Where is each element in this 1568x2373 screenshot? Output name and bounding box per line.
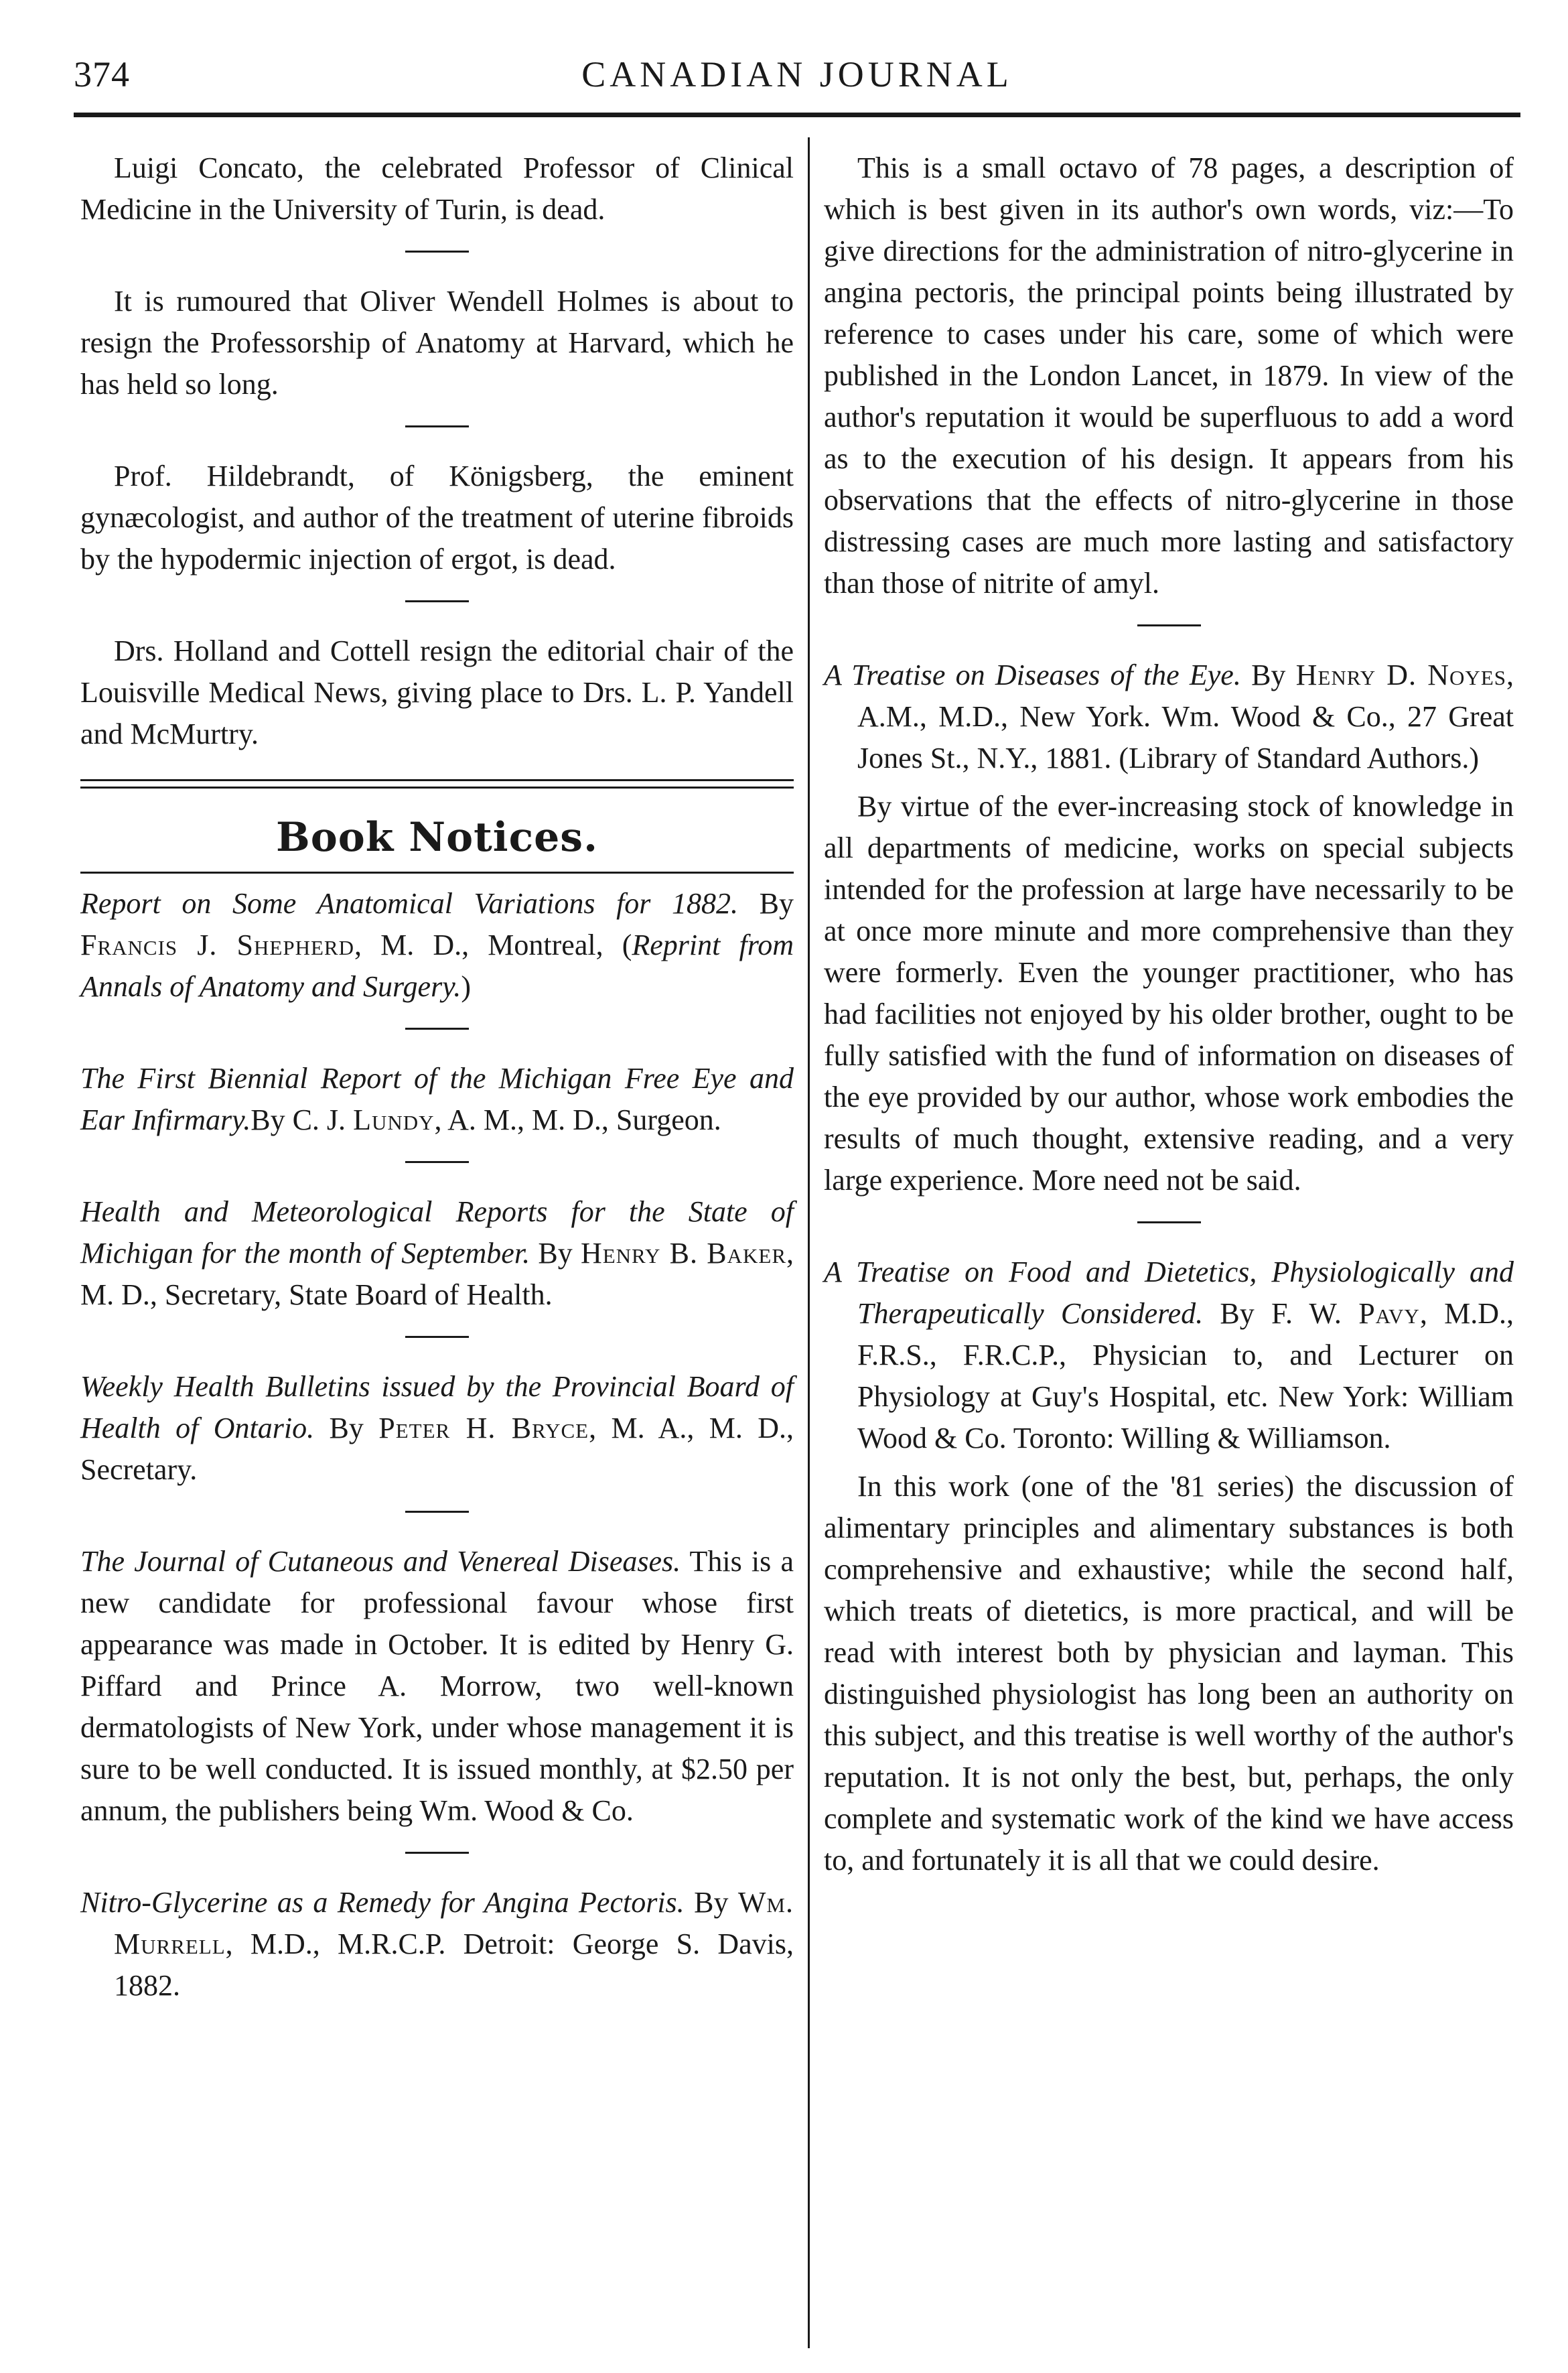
notice-title: Nitro-Glycerine as a Remedy for Angina Pectoris.: [80, 1886, 685, 1919]
news-item: It is rumoured that Oliver Wendell Holmes is about to resign the Professorship of Anatomy at Harvard, which he has held so long.: [80, 285, 794, 401]
book-notice: [80, 1882, 794, 2007]
notice-author: Peter H. Bryce: [378, 1412, 589, 1444]
author-prefix: By C. J.: [251, 1103, 354, 1136]
separator-rule: [405, 1336, 469, 1338]
review-text: This is a small octavo of 78 pages, a description of which is best given in its author's own words, viz:—To give directions for the administration of nitro-glycerine in angina pectoris, the principal points being illustrated by reference to cases under his care, some of which were published in the London Lancet, in 1879. In view of the author's reputation it would be superfluous to add a word as to the execution of his design. It appears from his observations that the effects of nitro-glycerine in those distressing cases are much more lasting and satisfactory than those of nitrite of amyl.: [824, 151, 1514, 600]
news-item: Luigi Concato, the celebrated Professor of Clinical Medicine in the University of Turin, is dead.: [80, 151, 794, 226]
notice-title: The First Biennial Report of the Michigan Free Eye and Ear Infirmary.: [80, 1062, 794, 1136]
notice-title: Health and Meteorological Reports for the State of Michigan for the month of September.: [80, 1195, 794, 1270]
notice-details: , M.D., M.R.C.P. Detroit: George S. Davis, 1882.: [114, 1927, 794, 2002]
notice-author: Henry B. Baker: [580, 1237, 786, 1270]
author-prefix: By: [759, 887, 794, 920]
notice-title: The Journal of Cutaneous and Venereal Diseases.: [80, 1545, 681, 1578]
author-prefix: By: [538, 1237, 581, 1270]
book-notice: [80, 1191, 794, 1316]
author-prefix: By F. W.: [1220, 1297, 1359, 1330]
notice-author: Francis J. Shepherd: [80, 929, 354, 961]
book-notice: [80, 883, 794, 1008]
book-notice: [824, 1251, 1514, 1459]
left-column: [80, 147, 794, 2007]
notice-title: A Treatise on Diseases of the Eye.: [824, 659, 1241, 691]
author-prefix: By: [1251, 659, 1296, 691]
notice-text: This is a new candidate for professional favour whose first appearance was made in October. It is edited by Henry G. Piffard and Prince A. Morrow, two well-known dermatologists of New York, under whose management it is sure to be well conducted. It is issued monthly, at $2.50 per annum, the publishers being Wm. Wood & Co.: [80, 1545, 794, 1827]
author-prefix: By: [329, 1412, 379, 1444]
book-notice: [824, 655, 1514, 779]
notice-title: A Treatise on Food and Dietetics, Physiologically and Therapeutically Considered.: [824, 1256, 1514, 1330]
notice-title: Weekly Health Bulletins issued by the Provincial Board of Health of Ontario.: [80, 1370, 794, 1444]
notice-author: Lundy: [353, 1103, 435, 1136]
separator-rule: [405, 425, 469, 427]
author-prefix: By: [694, 1886, 738, 1919]
separator-rule: [405, 1852, 469, 1854]
news-item: Prof. Hildebrandt, of Königsberg, the eminent gynæcologist, and author of the treatment of uterine fibroids by the hypodermic injection of ergot, is dead.: [80, 460, 794, 575]
review-text: In this work (one of the '81 series) the discussion of alimentary principles and alimentary substances is both comprehensive and exhaustive; while the second half, which treats of dietetics, is more practical, and will be read with interest both by physician and layman. This distinguished physiologist has long been an authority on this subject, and this treatise is well worthy of the author's reputation. It is not only the best, but, perhaps, the only complete and systematic work of the kind we have access to, and fortunately it is all that we could desire.: [824, 1470, 1514, 1877]
notice-reprint: Reprint from Annals of Anatomy and Surgery.: [80, 929, 794, 1003]
review-text: By virtue of the ever-increasing stock of knowledge in all departments of medicine, works on special subjects intended for the profession at large have necessarily to be at once more minute and more comprehensive than they were formerly. Even the younger practitioner, who has had facilities not enjoyed by his older brother, ought to be fully satisfied with the fund of information on diseases of the eye provided by our author, whose work embodies the results of much thought, extensive reading, and a very large experience. More need not be said.: [824, 790, 1514, 1197]
running-head: CANADIAN JOURNAL: [581, 54, 1013, 94]
news-item: Drs. Holland and Cottell resign the editorial chair of the Louisville Medical News, giving place to Drs. L. P. Yandell and McMurtry.: [80, 634, 794, 750]
separator-rule: [405, 1161, 469, 1163]
book-notice: [80, 1058, 794, 1141]
separator-rule: [405, 1028, 469, 1030]
page-header: [74, 48, 1520, 102]
notice-author: Wm. Murrell: [114, 1886, 794, 1960]
notice-author: Henry D. Noyes: [1295, 659, 1506, 691]
column-divider: [808, 137, 810, 2348]
heading-rule: [80, 872, 794, 874]
notice-details: , M. D., Secretary, State Board of Health.: [80, 1237, 794, 1311]
separator-rule: [405, 251, 469, 253]
section-heading: Book Notices.: [276, 814, 598, 861]
book-notice: [80, 1366, 794, 1491]
notice-details: , A. M., M. D., Surgeon.: [434, 1103, 721, 1136]
section-double-rule: [80, 779, 794, 789]
separator-rule: [405, 1511, 469, 1513]
notice-author: Pavy: [1358, 1297, 1420, 1330]
separator-rule: [1137, 1221, 1201, 1223]
notice-title: Report on Some Anatomical Variations for 1882.: [80, 887, 739, 920]
page-number: 374: [74, 54, 130, 94]
notice-details: , M.D., F.R.S., F.R.C.P., Physician to, and Lecturer on Physiology at Guy's Hospital, etc. New York: William Wood & Co. Toronto: Willing & Williamson.: [857, 1297, 1514, 1454]
notice-close: ): [461, 970, 471, 1003]
separator-rule: [405, 600, 469, 602]
right-column: [824, 147, 1514, 1881]
separator-rule: [1137, 624, 1201, 626]
header-rule: [74, 113, 1520, 117]
book-notice: [80, 1541, 794, 1832]
notice-details: , M. D., Montreal, (: [354, 929, 632, 961]
notice-details: , M. A., M. D., Secretary.: [80, 1412, 794, 1486]
notice-details: , A.M., M.D., New York. Wm. Wood & Co., 27 Great Jones St., N.Y., 1881. (Library of Standard Authors.): [857, 659, 1514, 774]
